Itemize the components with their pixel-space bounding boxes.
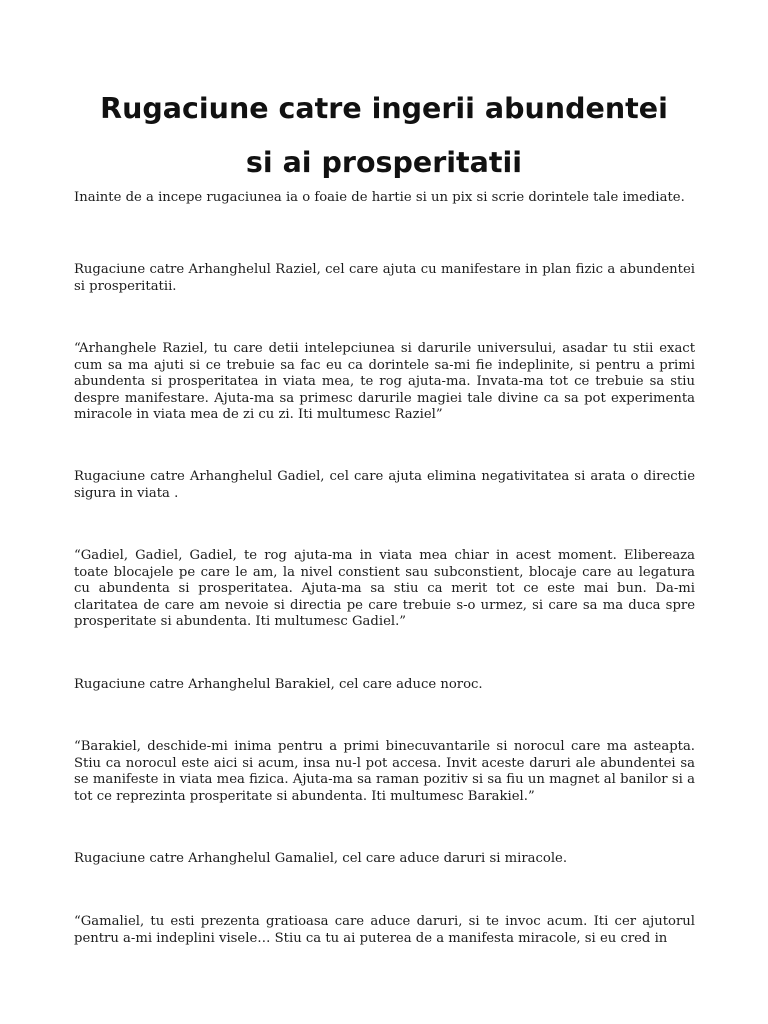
gamaliel-prayer-paragraph: “Gamaliel, tu esti prezenta gratioasa care aduce daruri, si te invoc acum. Iti cer ajutorul pentru a-mi indeplini visele… Stiu ca tu ai puterea de a manifesta miracole, si eu cred in: [74, 914, 695, 946]
gadiel-heading-paragraph: Rugaciune catre Arhanghelul Gadiel, cel care ajuta elimina negativitatea si arata o directie sigura in viata .: [74, 469, 695, 501]
raziel-prayer-paragraph: “Arhanghele Raziel, tu care detii intelepciunea si darurile universului, asadar tu stii exact cum sa ma ajuti si ce trebuie sa fac eu ca dorintele sa-mi fie indeplinite, si pentru a primi abundenta si prosperitatea in viata mea, te rog ajuta-ma. Invata-ma tot ce trebuie sa stiu despre manifestare. Ajuta-ma sa primesc darurile magiei tale divine ca sa pot experimenta miracole in viata mea de zi cu zi. Iti multumesc Raziel”: [74, 341, 695, 422]
document-title: [40, 82, 728, 190]
title-line-1: Rugaciune catre ingerii abundentei: [100, 92, 668, 125]
raziel-heading-paragraph: Rugaciune catre Arhanghelul Raziel, cel care ajuta cu manifestare in plan fizic a abundentei si prosperitatii.: [74, 262, 695, 294]
gadiel-prayer-paragraph: “Gadiel, Gadiel, Gadiel, te rog ajuta-ma in viata mea chiar in acest moment. Elibereaza toate blocajele pe care le am, la nivel constient sau subconstient, blocaje care au legatura cu abundenta si prosperitatea. Ajuta-ma sa stiu ca merit tot ce este mai bun. Da-mi claritatea de care am nevoie si directia pe care trebuie s-o urmez, si care sa ma duca spre prosperitate si abundenta. Iti multumesc Gadiel.”: [74, 548, 695, 629]
barakiel-prayer-paragraph: “Barakiel, deschide-mi inima pentru a primi binecuvantarile si norocul care ma asteapta. Stiu ca norocul este aici si acum, insa nu-l pot accesa. Invit aceste daruri ale abundentei sa se manifeste in viata mea fizica. Ajuta-ma sa raman pozitiv si sa fiu un magnet al banilor si a tot ce reprezinta prosperitate si abundenta. Iti multumesc Barakiel.”: [74, 739, 695, 804]
title-line-2: si ai prosperitatii: [245, 146, 523, 179]
barakiel-heading-paragraph: Rugaciune catre Arhanghelul Barakiel, cel care aduce noroc.: [74, 677, 483, 692]
gamaliel-heading-paragraph: Rugaciune catre Arhanghelul Gamaliel, cel care aduce daruri si miracole.: [74, 851, 568, 866]
intro-paragraph: Inainte de a incepe rugaciunea ia o foaie de hartie si un pix si scrie dorintele tale imediate.: [74, 190, 685, 205]
